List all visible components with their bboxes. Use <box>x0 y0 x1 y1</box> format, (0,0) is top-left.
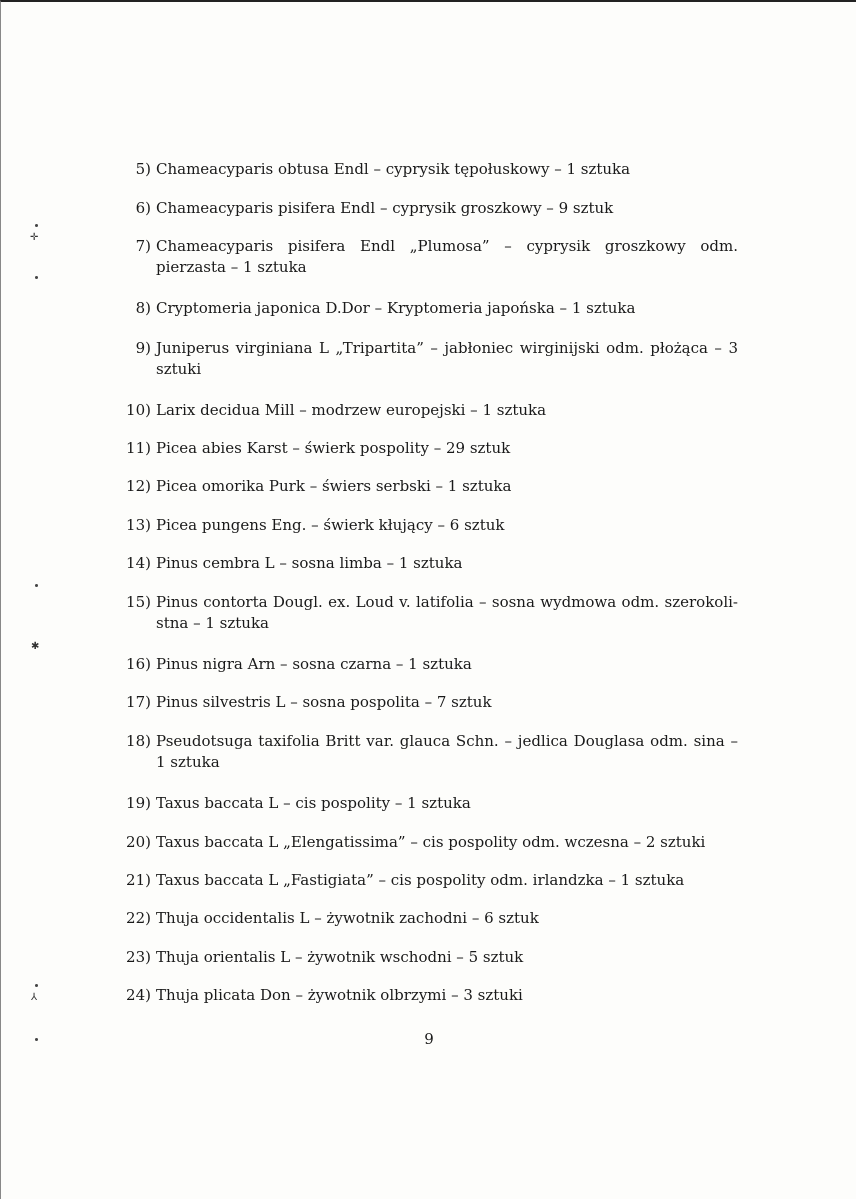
item-text: Larix decidua Mill – modrzew europejski – 1 sztuka <box>156 401 547 419</box>
item-text: Chameacyparis pisifera Endl – cyprysik groszkowy – 9 sztuk <box>156 199 614 217</box>
item-text: Pseudotsuga taxifolia Britt var. glauca Schn. – jedlica Douglasa odm. sina – 1 sztuka <box>156 732 738 771</box>
item-number: 6) <box>135 199 151 217</box>
item-text: Pinus silvestris L – sosna pospolita – 7 sztuk <box>156 693 492 711</box>
item-text: Juniperus virginiana L „Tripartita” – jabłoniec wirginijski odm. płożąca – 3 sztuki <box>156 339 738 378</box>
species-list <box>1 2 856 1201</box>
item-text: Thuja occidentalis L – żywotnik zachodni – 6 sztuk <box>156 909 539 927</box>
page-number: 9 <box>424 1030 434 1048</box>
scan-mark: ✱ <box>31 641 40 652</box>
item-number: 24) <box>126 986 151 1004</box>
item-text: Picea pungens Eng. – świerk kłujący – 6 sztuk <box>156 516 505 534</box>
item-number: 21) <box>126 871 151 889</box>
item-text: Taxus baccata L – cis pospolity – 1 sztuka <box>156 794 471 812</box>
item-text: Pinus cembra L – sosna limba – 1 sztuka <box>156 554 463 572</box>
item-text: Picea abies Karst – świerk pospolity – 29 sztuk <box>156 439 511 457</box>
item-text: Pinus nigra Arn – sosna czarna – 1 sztuka <box>156 655 472 673</box>
item-text: Picea omorika Purk – świers serbski – 1 sztuka <box>156 477 512 495</box>
item-number: 23) <box>126 948 151 966</box>
item-number: 15) <box>126 593 151 611</box>
item-number: 16) <box>126 655 151 673</box>
item-text: Chameacyparis pisifera Endl „Plumosa” – cyprysik groszkowy odm. pierzasta – 1 sztuka <box>156 237 738 276</box>
item-number: 5) <box>135 160 151 178</box>
item-number: 14) <box>126 554 151 572</box>
scan-mark: ⅄ <box>31 992 38 1003</box>
item-text: Thuja orientalis L – żywotnik wschodni – 5 sztuk <box>156 948 524 966</box>
item-number: 20) <box>126 833 151 851</box>
scan-mark: ✛ <box>30 232 39 243</box>
item-text: Taxus baccata L „Elengatissima” – cis pospolity odm. wczesna – 2 sztuki <box>156 833 706 851</box>
item-text: Cryptomeria japonica D.Dor – Kryptomeria japońska – 1 sztuka <box>156 299 636 317</box>
item-text: Taxus baccata L „Fastigiata” – cis pospolity odm. irlandzka – 1 sztuka <box>156 871 685 889</box>
item-text: Pinus contorta Dougl. ex. Loud v. latifolia – sosna wydmowa odm. szerokoli-stna – 1 sztuka <box>156 593 738 632</box>
item-number: 12) <box>126 477 151 495</box>
item-number: 18) <box>126 732 151 750</box>
item-number: 9) <box>135 339 151 357</box>
item-number: 19) <box>126 794 151 812</box>
item-number: 22) <box>126 909 151 927</box>
item-number: 13) <box>126 516 151 534</box>
item-number: 8) <box>135 299 151 317</box>
item-text: Chameacyparis obtusa Endl – cyprysik tępołuskowy – 1 sztuka <box>156 160 631 178</box>
item-text: Thuja plicata Don – żywotnik olbrzymi – 3 sztuki <box>156 986 523 1004</box>
item-number: 17) <box>126 693 151 711</box>
item-number: 11) <box>126 439 151 457</box>
item-number: 10) <box>126 401 151 419</box>
item-number: 7) <box>135 237 151 255</box>
